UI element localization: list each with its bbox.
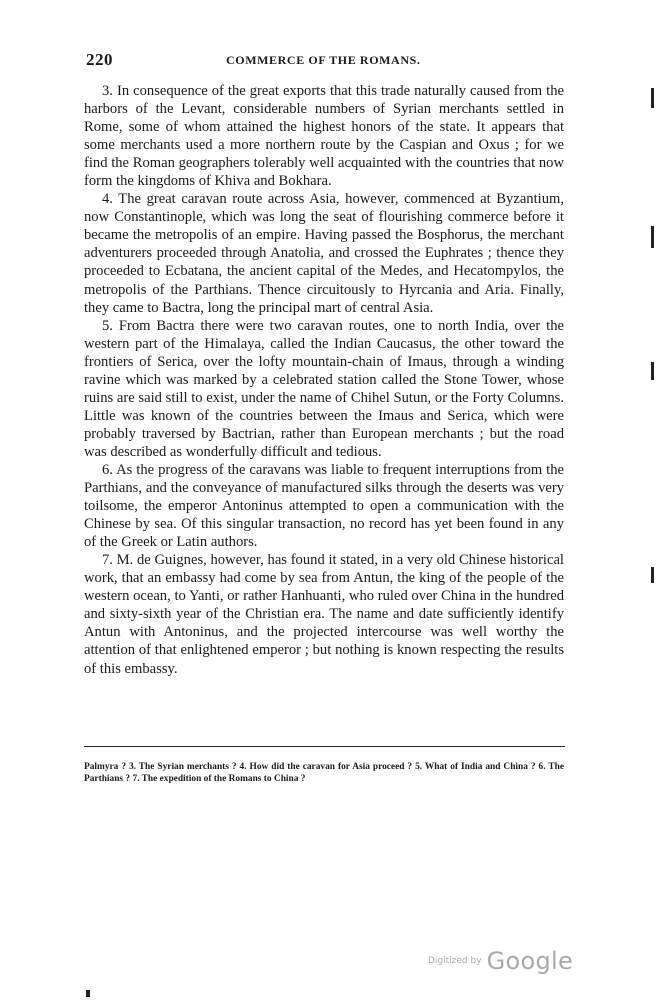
page-number: 220: [86, 50, 113, 69]
running-title: COMMERCE OF THE ROMANS.: [226, 53, 421, 67]
body-text: [84, 82, 564, 678]
scan-mark-bottom-left: [86, 990, 90, 997]
scan-mark-bottom-right: [651, 567, 654, 583]
paragraph-4: 4. The great caravan route across Asia, however, commenced at Byzantium, now Constantinople, which was long the seat of flourishing commerce before it became the metropolis of an empire. Having passed the Bosphorus, the merchant adventurers proceeded through Anatolia, and crossed the Euphrates ; thence they proceeded to Ecbatana, the ancient capital of the Medes, and Hecatompylos, the metropolis of the Parthians. Thence circuitously to Hyrcania and Aria. Finally, they came to Bactra, long the principal mart of central Asia.: [84, 191, 564, 316]
scan-mark-mid-right: [651, 226, 654, 248]
paragraph-3: 3. In consequence of the great exports that this trade naturally caused from the harbors of the Levant, considerable numbers of Syrian merchants settled in Rome, some of whom attained the highest honors of the state. It appears that some merchants used a more northern route by the Caspian and Oxus ; for we find the Roman geographers tolerably well acquainted with the countries that now form the kingdoms of Khiva and Bokhara.: [84, 83, 564, 190]
paragraph-6: 6. As the progress of the caravans was liable to frequent interruptions from the Parthians, and the conveyance of manufactured silks through the deserts was very toilsome, the emperor Antoninus attempted to open a communication with the Chinese by sea. Of this singular transaction, no record has yet been found in any of the Greek or Latin authors.: [84, 461, 564, 551]
scan-mark-top-right: [651, 88, 654, 108]
page-header: [86, 50, 564, 74]
watermark-prefix: Digitized by: [428, 956, 482, 966]
scan-mark-lower-right: [651, 362, 654, 380]
paragraph-5: 5. From Bactra there were two caravan routes, one to north India, over the western part of the Himalaya, called the Indian Caucasus, the other toward the frontiers of Serica, over the lofty mountain-chain of Imaus, through a winding ravine which was marked by a celebrated station called the Stone Tower, whose ruins are said still to exist, under the name of Chihel Sutun, or the Forty Columns. Little was known of the countries between the Imaus and Serica, which were probably traversed by Bactrian, rather than European merchants ; but the road was described as wonderfully difficult and tedious.: [84, 317, 564, 460]
footnote-rule: [84, 746, 565, 747]
watermark-brand: Google: [486, 947, 574, 975]
paragraph-7: 7. M. de Guignes, however, has found it stated, in a very old Chinese historical work, that an embassy had come by sea from Antun, the king of the people of the western ocean, to Yanti, or rather Hanhuanti, who ruled over China in the hundred and sixty-sixth year of the Christian era. The name and date sufficiently identify Antun with Antoninus, and the projected intercourse was well worthy the attention of that enlightened emperor ; but nothing is known respecting the results of this embassy.: [84, 552, 564, 677]
digitized-watermark: [428, 947, 573, 975]
study-questions: Palmyra ? 3. The Syrian merchants ? 4. How did the caravan for Asia proceed ? 5. What of India and China ? 6. The Parthians ? 7. The expedition of the Romans to China ?: [84, 762, 564, 784]
